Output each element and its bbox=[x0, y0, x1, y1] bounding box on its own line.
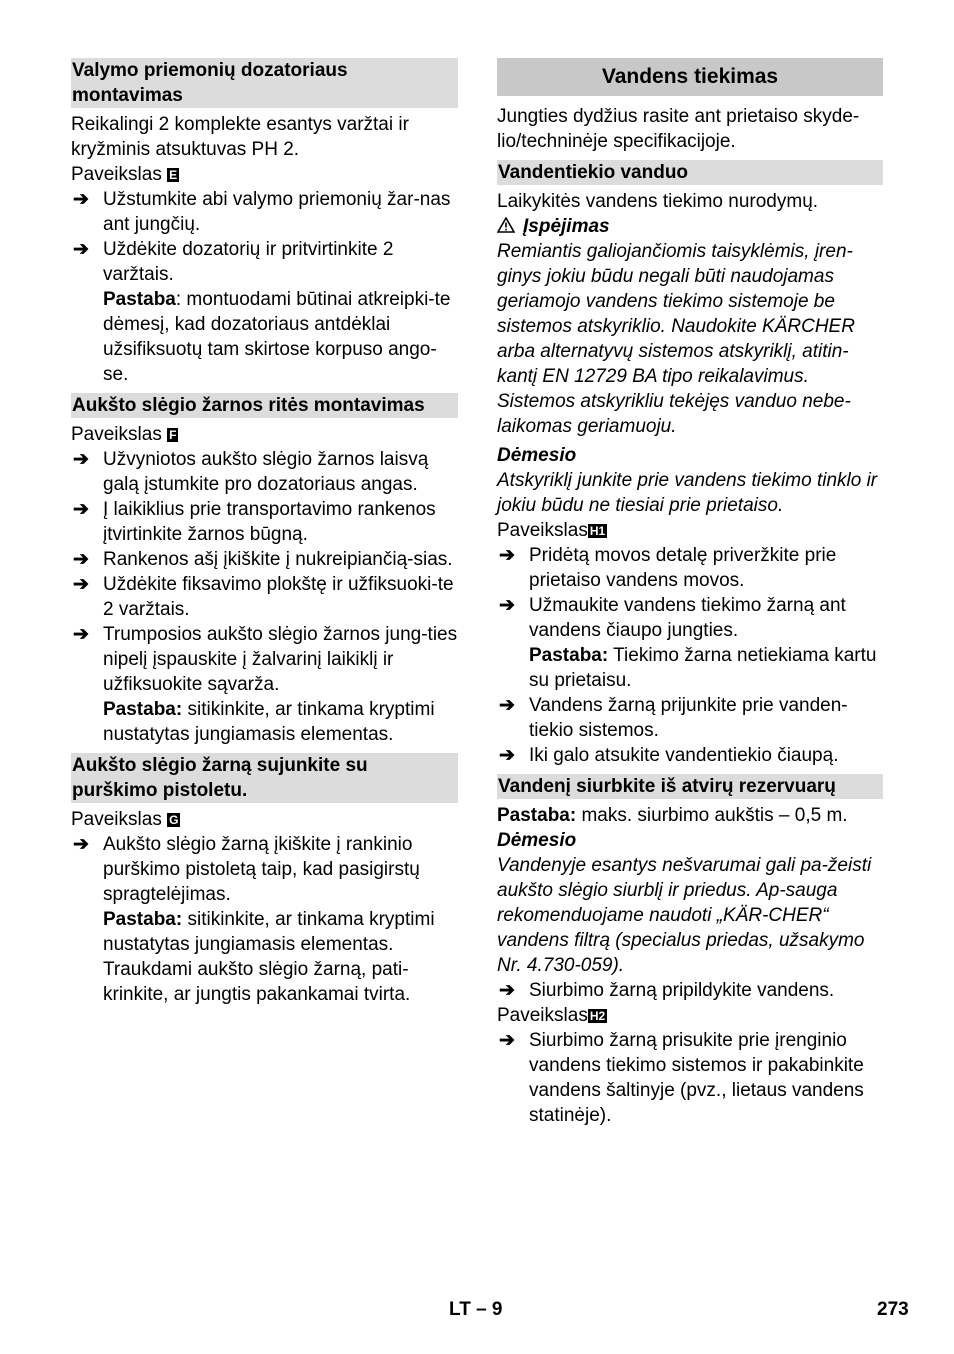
note-label: Pastaba: bbox=[529, 645, 609, 666]
arrow-icon: ➔ bbox=[73, 834, 89, 855]
step-text: Iki galo atsukite vandentiekio čiaupą. bbox=[529, 745, 839, 766]
list-item bbox=[71, 832, 458, 907]
note bbox=[71, 697, 458, 747]
step-text: Rankenos ašį įkiškite į nukreipiančią-sias. bbox=[103, 549, 453, 570]
arrow-icon: ➔ bbox=[499, 595, 515, 616]
caution-text: Atskyriklį junkite prie vandens tiekimo tinklo ir jokiu būdu ne tiesiai prie prietaiso. bbox=[497, 470, 878, 516]
figure-mark: H2 bbox=[589, 1009, 606, 1023]
note bbox=[497, 803, 883, 828]
warning-icon bbox=[497, 217, 515, 233]
list-item bbox=[71, 497, 458, 547]
arrow-icon: ➔ bbox=[73, 574, 89, 595]
figure-label: Paveikslas bbox=[497, 1005, 588, 1026]
note bbox=[497, 643, 883, 693]
arrow-icon: ➔ bbox=[73, 449, 89, 470]
step-text: Aukšto slėgio žarną įkiškite į rankinio purškimo pistoletą taip, kad pasigirstų spragtelėjimas. bbox=[103, 834, 420, 905]
left-column bbox=[71, 58, 458, 1007]
list-item bbox=[497, 593, 883, 643]
list-item bbox=[71, 622, 458, 697]
paragraph-connection: Jungties dydžius rasite ant prietaiso skyde-lio/techninėje specifikacijoje. bbox=[497, 106, 860, 152]
footer-section: LT – 9 bbox=[449, 1299, 503, 1320]
step-text: Trumposios aukšto slėgio žarnos jung-ties nipelį įspauskite į žalvarinį laikiklį ir užfiksuokite sąvarža. bbox=[103, 624, 458, 695]
paragraph-requirements: Reikalingi 2 komplekte esantys varžtai ir kryžminis atsuktuvas PH 2. bbox=[71, 114, 409, 160]
arrow-icon: ➔ bbox=[499, 980, 515, 1001]
arrow-icon: ➔ bbox=[73, 549, 89, 570]
list-item bbox=[71, 547, 458, 572]
figure-mark: H1 bbox=[589, 524, 606, 538]
section-heading-dispenser: Valymo priemonių dozatoriaus montavimas bbox=[71, 58, 458, 108]
note-label: Pastaba bbox=[103, 289, 176, 310]
arrow-icon: ➔ bbox=[499, 545, 515, 566]
list-item bbox=[71, 187, 458, 237]
list-item bbox=[497, 743, 883, 768]
note bbox=[71, 907, 458, 1007]
figure-mark: F bbox=[169, 428, 177, 442]
section-heading-mains-water: Vandentiekio vanduo bbox=[497, 160, 883, 185]
figure-reference bbox=[71, 807, 458, 832]
step-text: Uždėkite fiksavimo plokštę ir užfiksuoki-te 2 varžtais. bbox=[103, 574, 454, 620]
caution-label: Dėmesio bbox=[497, 445, 577, 466]
arrow-icon: ➔ bbox=[73, 624, 89, 645]
section-heading-hose-reel: Aukšto slėgio žarnos ritės montavimas bbox=[71, 393, 458, 418]
section-heading-open-reservoir: Vandenį siurbkite iš atvirų rezervuarų bbox=[497, 774, 883, 799]
caution-text: Vandenyje esantys nešvarumai gali pa-žeisti aukšto slėgio siurblį ir priedus. Ap-sauga rekomenduojame naudoti „KÄR-CHER“ vandens filtrą (specialus priedas, užsakymo Nr. 4.730-059). bbox=[497, 855, 872, 976]
figure-reference bbox=[497, 518, 883, 543]
note-label: Pastaba: bbox=[497, 805, 577, 826]
list-item bbox=[497, 1028, 883, 1128]
list-item bbox=[497, 978, 883, 1003]
arrow-icon: ➔ bbox=[499, 695, 515, 716]
note-text: sitikinkite, ar tinkama kryptimi nustatytas jungiamasis elementas. bbox=[103, 699, 435, 745]
page-number: 273 bbox=[877, 1299, 909, 1320]
list-item bbox=[71, 447, 458, 497]
step-text: Pridėtą movos detalę priveržkite prie prietaiso vandens movos. bbox=[529, 545, 837, 591]
section-heading-water-supply: Vandens tiekimas bbox=[497, 58, 883, 96]
step-text: Vandens žarną prijunkite prie vanden-tiekio sistemos. bbox=[529, 695, 848, 741]
list-item bbox=[71, 572, 458, 622]
paragraph-regulations: Laikykitės vandens tiekimo nurodymų. bbox=[497, 191, 819, 212]
arrow-icon: ➔ bbox=[73, 189, 89, 210]
note-text: : montuodami būtinai atkreipki-te dėmesį, kad dozatoriaus antdėklai užsifiksuotų tam skirtose korpuso ango-se. bbox=[103, 289, 451, 385]
warning-label: Įspėjimas bbox=[523, 216, 610, 237]
note-text: sitikinkite, ar tinkama kryptimi nustatytas jungiamasis elementas. Traukdami aukšto slėgio žarną, pati-krinkite, ar jungtis pakankamai tvirta. bbox=[103, 909, 435, 1005]
list-item bbox=[497, 693, 883, 743]
note-text: Tiekimo žarna netiekiama kartu su prietaisu. bbox=[529, 645, 877, 691]
caution-label: Dėmesio bbox=[497, 830, 577, 851]
warning-heading bbox=[497, 214, 883, 239]
figure-mark: E bbox=[169, 168, 178, 182]
figure-reference bbox=[71, 422, 458, 447]
step-text: Uždėkite dozatorių ir pritvirtinkite 2 varžtais. bbox=[103, 239, 394, 285]
warning-text: Remiantis galiojančiomis taisyklėmis, įren-ginys jokiu būdu negali būti naudojamas geriamojo vandens tiekimo sistemoje be sistemos atskyriklio. Naudokite KÄRCHER arba alternatyvų sistemos atskyriklį, atitin-kantį EN 12729 BA tipo reikalavimus. Sistemos atskyrikliu tekėjęs vanduo nebe-laikomas geriamuoju. bbox=[497, 241, 855, 437]
arrow-icon: ➔ bbox=[73, 239, 89, 260]
note-label: Pastaba: bbox=[103, 909, 183, 930]
figure-reference bbox=[497, 1003, 883, 1028]
step-text: Siurbimo žarną pripildykite vandens. bbox=[529, 980, 835, 1001]
arrow-icon: ➔ bbox=[73, 499, 89, 520]
right-column bbox=[497, 58, 883, 1128]
step-text: Užvyniotos aukšto slėgio žarnos laisvą galą įstumkite pro dozatoriaus angas. bbox=[103, 449, 429, 495]
figure-label: Paveikslas bbox=[71, 164, 162, 185]
note bbox=[71, 287, 458, 387]
note-text: maks. siurbimo aukštis – 0,5 m. bbox=[576, 805, 848, 826]
note-label: Pastaba: bbox=[103, 699, 183, 720]
step-text: Užmaukite vandens tiekimo žarną ant vandens čiaupo jungties. bbox=[529, 595, 846, 641]
arrow-icon: ➔ bbox=[499, 745, 515, 766]
figure-label: Paveikslas bbox=[497, 520, 588, 541]
step-text: Į laikiklius prie transportavimo rankenos įtvirtinkite žarnos būgną. bbox=[103, 499, 436, 545]
section-heading-gun: Aukšto slėgio žarną sujunkite su purškimo pistoletu. bbox=[71, 753, 458, 803]
step-text: Siurbimo žarną prisukite prie įrenginio vandens tiekimo sistemos ir pakabinkite vandens šaltinyje (pvz., lietaus vandens statinėje). bbox=[529, 1030, 864, 1126]
figure-mark: G bbox=[169, 813, 179, 827]
arrow-icon: ➔ bbox=[499, 1030, 515, 1051]
figure-label: Paveikslas bbox=[71, 809, 162, 830]
step-text: Užstumkite abi valymo priemonių žar-nas ant jungčių. bbox=[103, 189, 451, 235]
figure-label: Paveikslas bbox=[71, 424, 162, 445]
figure-reference bbox=[71, 162, 458, 187]
list-item bbox=[71, 237, 458, 287]
list-item bbox=[497, 543, 883, 593]
